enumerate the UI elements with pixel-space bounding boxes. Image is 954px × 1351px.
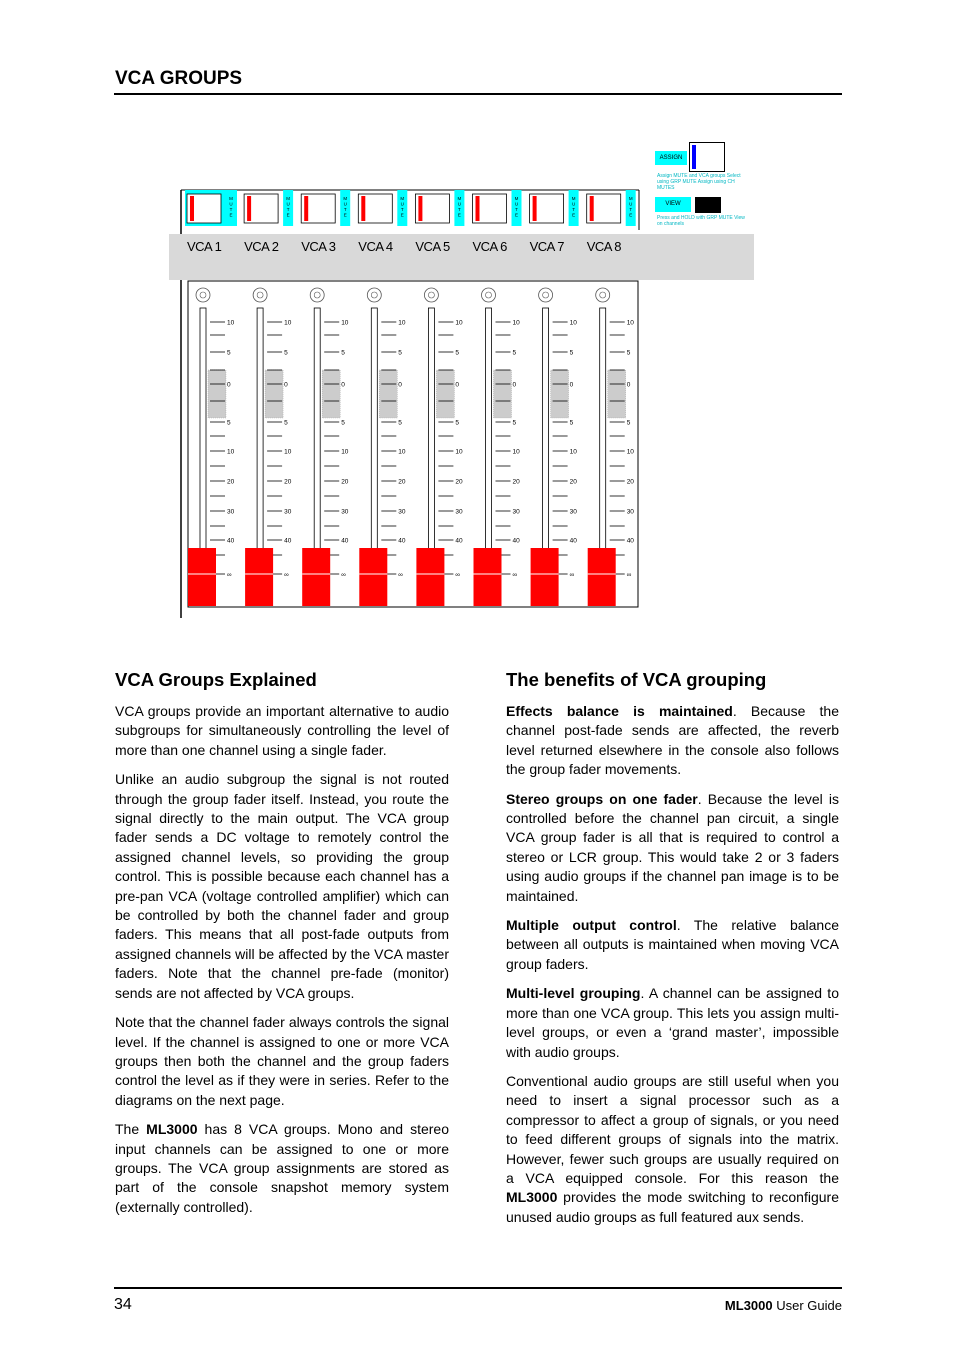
scale-label: 20 bbox=[569, 478, 577, 486]
scale-label: 5 bbox=[512, 419, 517, 427]
scale-label: 30 bbox=[341, 508, 349, 516]
vca-strips bbox=[165, 138, 765, 622]
benefit-multi-level: Multi-level grouping. A channel can be assigned to more than one VCA group. This lets you assign multi-level groups, or even a ‘grand master’, impossible with audio groups. bbox=[506, 985, 839, 1060]
benefit-stereo-groups: Stereo groups on one fader. Because the level is controlled before the channel pan circuit, a single VCA group fader is all that is required to control a stereo or LCR group. This would take 2 or 3 faders using audio groups if the channel pan image is to be maintained. bbox=[506, 790, 839, 904]
guide-label: ML3000 User Guide bbox=[724, 1298, 842, 1313]
meter-dots-8 bbox=[608, 370, 626, 418]
meter-dots-2 bbox=[265, 370, 283, 418]
mute-letter: U bbox=[629, 201, 633, 207]
scale-label: 20 bbox=[284, 478, 292, 486]
fader-cap-8 bbox=[588, 548, 616, 606]
scale-label: 30 bbox=[626, 508, 634, 516]
scale-label: 10 bbox=[455, 448, 463, 456]
left-paragraph-1: VCA groups provide an important alternative to audio subgroups for simultaneously controlling the level of more than one channel using a single fader. bbox=[115, 703, 449, 758]
scale-label: 5 bbox=[569, 349, 574, 357]
scale-label: 20 bbox=[398, 478, 406, 486]
scale-label: 10 bbox=[284, 448, 292, 456]
scale-label: 20 bbox=[512, 478, 520, 486]
left-column bbox=[115, 702, 449, 1227]
scale-label: 10 bbox=[227, 319, 235, 327]
pan-knob-4 bbox=[367, 288, 381, 302]
mute-letter: U bbox=[514, 201, 519, 207]
pan-knob-1 bbox=[196, 288, 210, 302]
pan-knob-8 bbox=[596, 288, 610, 302]
scale-label: 30 bbox=[455, 508, 463, 516]
scale-label: 10 bbox=[512, 319, 520, 327]
top-rule bbox=[114, 93, 842, 95]
meter-dots-3 bbox=[322, 370, 340, 418]
mute-led-2 bbox=[247, 196, 251, 221]
pan-knob-5 bbox=[424, 288, 438, 302]
scale-label: 5 bbox=[284, 419, 288, 427]
scale-label: ∞ bbox=[341, 571, 346, 579]
vca-label-4: VCA 4 bbox=[358, 239, 393, 254]
scale-label: 40 bbox=[398, 537, 406, 545]
scale-label: 0 bbox=[398, 381, 402, 389]
scale-label: 5 bbox=[284, 349, 288, 357]
mute-letter: T bbox=[629, 207, 633, 212]
meter-dots-5 bbox=[436, 370, 454, 418]
scale-label: 5 bbox=[227, 349, 231, 357]
scale-label: 5 bbox=[227, 419, 231, 427]
scale-label: 5 bbox=[455, 419, 460, 427]
scale-label: 40 bbox=[455, 537, 463, 545]
mute-led-1 bbox=[190, 196, 194, 221]
mute-letter: E bbox=[629, 212, 633, 218]
fader-cap-3 bbox=[302, 548, 330, 606]
scale-label: ∞ bbox=[626, 571, 632, 579]
scale-label: 0 bbox=[284, 381, 288, 389]
mute-letter: U bbox=[457, 201, 462, 207]
mute-letter: M bbox=[400, 196, 405, 201]
meter-dots-4 bbox=[379, 370, 397, 418]
pan-knob-3 bbox=[310, 288, 324, 302]
scale-label: 0 bbox=[227, 381, 231, 389]
fader-cap-1 bbox=[188, 548, 216, 606]
mute-letter: T bbox=[286, 207, 290, 212]
scale-label: 10 bbox=[455, 319, 463, 327]
mute-letter: U bbox=[400, 201, 404, 207]
mute-letter: U bbox=[229, 201, 233, 207]
right-paragraph-conventional: Conventional audio groups are still useful when you need to insert a signal processor such as a compressor to affect a group of signals, or you need to feed different groups of signals into the matrix. However, fewer such groups are usually required on a VCA equipped console. For this reason the ML3000 provides the mode switching to reconfigure unused audio groups as full featured aux sends. bbox=[506, 1072, 839, 1225]
mute-letter: M bbox=[628, 196, 633, 201]
scale-label: 10 bbox=[626, 448, 634, 456]
assign-help-text: Assign MUTE and VCA groups Select using GRP MUTE Assign using CH MUTES bbox=[657, 173, 741, 191]
scale-label: ∞ bbox=[455, 571, 461, 579]
bottom-rule bbox=[114, 1287, 842, 1289]
scale-label: 5 bbox=[398, 419, 402, 427]
pan-knob-2 bbox=[253, 288, 267, 302]
fader-cap-5 bbox=[416, 548, 444, 606]
scale-label: 0 bbox=[626, 381, 631, 389]
mute-led-6 bbox=[476, 196, 480, 221]
page-number: 34 bbox=[114, 1296, 132, 1313]
scale-label: 10 bbox=[626, 319, 634, 327]
scale-label: 10 bbox=[341, 448, 349, 456]
mute-letter: U bbox=[343, 201, 347, 207]
scale-label: 10 bbox=[398, 319, 406, 327]
mute-letter: E bbox=[286, 212, 290, 218]
left-paragraph-3: Note that the channel fader always controls the signal level. If the channel is assigned to one or more VCA groups then both the channel and the group faders control the level as if they were in series. Refer to the diagrams on the next page. bbox=[115, 1014, 449, 1108]
mute-letter: T bbox=[515, 207, 518, 212]
mute-letter: E bbox=[229, 212, 233, 218]
scale-label: 20 bbox=[626, 478, 634, 486]
scale-label: 5 bbox=[398, 349, 402, 357]
scale-label: 40 bbox=[512, 537, 520, 545]
view-button[interactable]: VIEW bbox=[655, 197, 691, 212]
scale-label: 10 bbox=[569, 319, 577, 327]
vca-label-3: VCA 3 bbox=[301, 239, 336, 254]
vca-label-6: VCA 6 bbox=[472, 239, 507, 254]
mute-letter: E bbox=[400, 212, 404, 218]
vca-label-1: VCA 1 bbox=[187, 239, 222, 254]
scale-label: ∞ bbox=[512, 571, 518, 579]
scale-label: 40 bbox=[341, 537, 349, 545]
scale-label: 30 bbox=[569, 508, 577, 516]
scale-label: 20 bbox=[227, 478, 235, 486]
mute-led-7 bbox=[533, 196, 537, 221]
fader-cap-2 bbox=[245, 548, 273, 606]
scale-label: ∞ bbox=[569, 571, 575, 579]
fader-cap-7 bbox=[531, 548, 559, 606]
left-paragraph-2: Unlike an audio subgroup the signal is not routed through the group fader itself. Instead, you route the signal directly to the main output. The VCA group fader sends a DC voltage to remotely control the assigned channel levels, so providing the group control. This is possible because each channel has a pre-pan VCA (voltage controlled amplifier) which can be controlled by both the channel fader and group faders. This means that all post-fade outputs from assigned channels will be affected by the VCA master faders. Note that the channel pre-fade (monitor) sends are not affected by VCA groups. bbox=[115, 771, 449, 1001]
mute-letter: E bbox=[572, 212, 576, 218]
scale-label: 5 bbox=[341, 419, 345, 427]
vca-label-5: VCA 5 bbox=[415, 239, 450, 254]
scale-label: 40 bbox=[227, 537, 235, 545]
benefit-effects-balance: Effects balance is maintained. Because the channel post-fade sends are affected, the reverb level returned elsewhere in the console also follows the group fader movements. bbox=[506, 703, 839, 778]
mute-led-3 bbox=[304, 196, 308, 221]
vca-label-7: VCA 7 bbox=[529, 239, 564, 254]
right-heading: The benefits of VCA grouping bbox=[506, 669, 767, 690]
fader-cap-4 bbox=[359, 548, 387, 606]
fader-cap-6 bbox=[474, 548, 502, 606]
mute-letter: T bbox=[229, 207, 233, 212]
meter-dots-1 bbox=[208, 370, 226, 418]
scale-label: 10 bbox=[284, 319, 292, 327]
scale-label: 40 bbox=[626, 537, 634, 545]
assign-button[interactable]: ASSIGN bbox=[655, 151, 687, 165]
scale-label: 10 bbox=[341, 319, 349, 327]
scale-label: 5 bbox=[512, 349, 517, 357]
scale-label: 30 bbox=[284, 508, 292, 516]
mute-letter: U bbox=[286, 201, 290, 207]
benefit-multiple-output: Multiple output control. The relative balance between all outputs is maintained when moving VCA group faders. bbox=[506, 917, 840, 972]
scale-label: 40 bbox=[284, 537, 292, 545]
mute-letter: E bbox=[514, 212, 519, 218]
mute-letter: M bbox=[343, 196, 348, 201]
scale-label: 5 bbox=[455, 349, 460, 357]
scale-label: 10 bbox=[512, 448, 520, 456]
scale-label: 30 bbox=[227, 508, 235, 516]
vca-label-2: VCA 2 bbox=[244, 239, 279, 254]
scale-label: ∞ bbox=[398, 571, 403, 579]
scale-label: 20 bbox=[341, 478, 349, 486]
mute-letter: U bbox=[571, 201, 576, 207]
scale-label: 40 bbox=[569, 537, 577, 545]
scale-label: 0 bbox=[455, 381, 460, 389]
scale-label: 0 bbox=[512, 381, 517, 389]
scale-label: ∞ bbox=[284, 571, 289, 579]
scale-label: 30 bbox=[398, 508, 406, 516]
mute-letter: E bbox=[343, 212, 347, 218]
mute-letter: T bbox=[400, 207, 404, 212]
pan-knob-7 bbox=[539, 288, 553, 302]
mute-led-5 bbox=[418, 196, 422, 221]
scale-label: 5 bbox=[341, 349, 345, 357]
scale-label: 5 bbox=[626, 349, 631, 357]
mute-letter: M bbox=[457, 196, 462, 201]
mute-led-8 bbox=[590, 196, 594, 221]
left-heading: VCA Groups Explained bbox=[115, 669, 317, 690]
mute-letter: M bbox=[514, 196, 519, 201]
mute-letter: M bbox=[571, 196, 576, 201]
view-help-text: Press and HOLD with GRP MUTE View on channels bbox=[657, 215, 745, 227]
scale-label: 5 bbox=[626, 419, 631, 427]
scale-label: ∞ bbox=[227, 571, 232, 579]
page-title: VCA GROUPS bbox=[115, 68, 243, 89]
mute-led-4 bbox=[361, 196, 365, 221]
mute-letter: T bbox=[458, 207, 461, 212]
meter-dots-7 bbox=[551, 370, 569, 418]
scale-label: 20 bbox=[455, 478, 463, 486]
scale-label: 5 bbox=[569, 419, 574, 427]
scale-label: 0 bbox=[341, 381, 345, 389]
mute-letter: E bbox=[457, 212, 461, 218]
scale-label: 10 bbox=[227, 448, 235, 456]
mute-letter: M bbox=[286, 196, 290, 201]
mute-letter: T bbox=[343, 207, 347, 212]
vca-console-diagram bbox=[165, 138, 765, 622]
right-column bbox=[506, 702, 839, 1237]
pan-knob-6 bbox=[482, 288, 496, 302]
mute-letter: M bbox=[229, 196, 233, 201]
meter-dots-6 bbox=[494, 370, 512, 418]
scale-label: 10 bbox=[398, 448, 406, 456]
vca-label-8: VCA 8 bbox=[586, 239, 622, 254]
scale-label: 0 bbox=[569, 381, 574, 389]
scale-label: 30 bbox=[512, 508, 520, 516]
left-paragraph-4: The ML3000 has 8 VCA groups. Mono and stereo input channels can be assigned to one or more groups. The VCA group assignments are stored as part of the console snapshot memory system (externally controlled). bbox=[115, 1121, 450, 1215]
mute-letter: T bbox=[572, 207, 575, 212]
scale-label: 10 bbox=[569, 448, 577, 456]
